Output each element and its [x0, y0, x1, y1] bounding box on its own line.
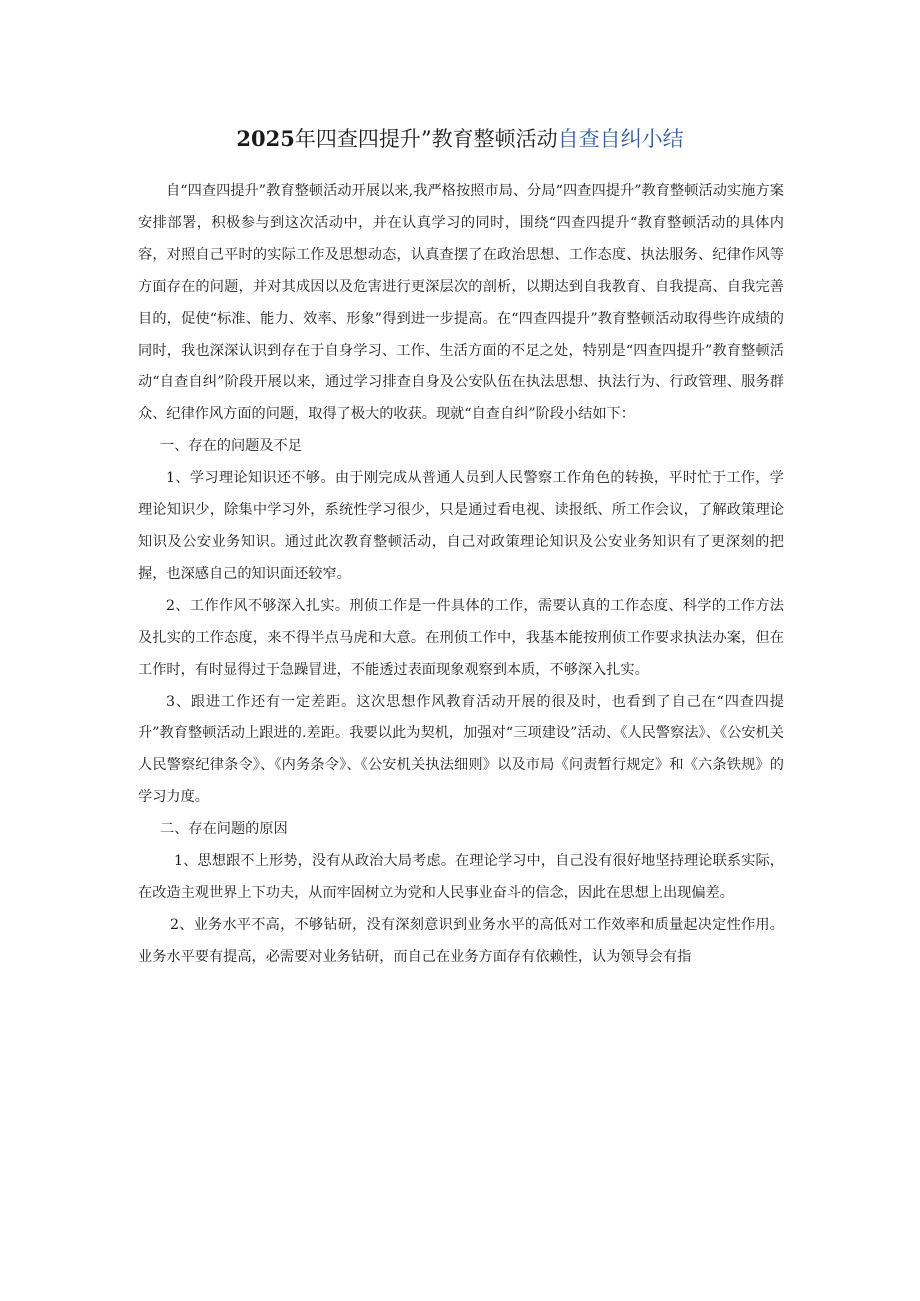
item-1-3: 3、跟进工作还有一定差距。这次思想作风教育活动开展的很及时，也看到了自己在“四查四提升”教育整顿活动上跟进的.差距。我要以此为契机，加强对“三项建设”活动、《人民警察法》、《公安机关人民警察纪律条令》、《内务条令》、《公安机关执法细则》以及市局《问责暂行规定》和《六条铁规》的学习力度。: [138, 693, 784, 806]
item-2-2: 2、业务水平不高，不够钻研，没有深刻意识到业务水平的高低对工作效率和质量起决定性作用。业务水平要有提高，必需要对业务钻研，而自己在业务方面存有依赖性，认为领导会有指: [138, 916, 784, 965]
title-year: 2025: [236, 126, 295, 151]
document-title: [0, 124, 920, 154]
item-2-1: 1、思想跟不上形势，没有从政治大局考虑。在理论学习中，自己没有很好地坚持理论联系实际，在改造主观世界上下功夫，从而牢固树立为党和人民事业奋斗的信念，因此在思想上出现偏差。: [138, 853, 784, 901]
document-body: [138, 176, 784, 974]
item-1-2: 2、工作作风不够深入扎实。刑侦工作是一件具体的工作，需要认真的工作态度、科学的工作方法及扎实的工作态度，来不得半点马虎和大意。在刑侦工作中，我基本能按刑侦工作要求执法办案，但在工作时，有时显得过于急躁冒进，不能透过表面现象观察到本质，不够深入扎实。: [138, 597, 784, 678]
section-1-heading: 一、存在的问题及不足: [160, 438, 302, 455]
section-2-heading: 二、存在问题的原因: [160, 821, 288, 838]
title-main: 年四查四提升”教育整顿活动: [294, 127, 558, 151]
item-1-1: 1、学习理论知识还不够。由于刚完成从普通人员到人民警察工作角色的转换，平时忙于工作，学理论知识少，除集中学习外，系统性学习很少，只是通过看电视、读报纸、所工作会议，了解政策理论知识及公安业务知识。通过此次教育整顿活动，自己对政策理论知识及公安业务知识有了更深刻的把握，也深感自己的知识面还较窄。: [138, 470, 784, 582]
title-highlight: 自查自纠小结: [557, 127, 684, 151]
intro-paragraph: 自“四查四提升”教育整顿活动开展以来,我严格按照市局、分局“四查四提升”教育整顿活动实施方案安排部署，积极参与到这次活动中，并在认真学习的同时，围绕“四查四提升“教育整顿活动的具体内容，对照自己平时的实际工作及思想动态，认真查摆了在政治思想、工作态度、执法服务、纪律作风等方面存在的问题，并对其成因以及危害进行更深层次的剖析，以期达到自我教育、自我提高、自我完善目的，促使“标准、能力、效率、形象”得到进一步提高。在“四查四提升”教育整顿活动取得些许成绩的同时，我也深深认识到存在于自身学习、工作、生活方面的不足之处，特别是“四查四提升”教育整顿活动“自查自纠”阶段开展以来，通过学习排查自身及公安队伍在执法思想、执法行为、行政管理、服务群众、纪律作风方面的问题，取得了极大的收获。现就“自查自纠”阶段小结如下：: [138, 183, 784, 423]
